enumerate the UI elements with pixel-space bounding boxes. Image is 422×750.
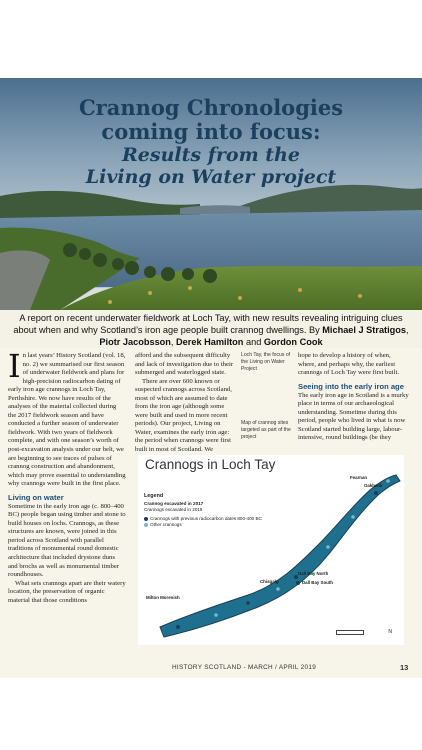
page-number: 13 [400,663,409,672]
crannog-marker [351,515,355,519]
article-headline [0,96,422,188]
article-body [0,348,422,660]
hero-photo [0,78,422,310]
author-4: Gordon Cook [263,337,323,347]
subheading-living-on-water: Living on water [8,492,64,502]
column-4 [298,352,410,443]
place-chisgalg: Chisgalg [260,579,279,584]
standfirst-text [0,310,422,348]
place-milton-morenish: Milton Morenish [146,595,180,600]
legend-excavated-2018: Crannogs excavated in 2018 [144,507,203,512]
crannog-marker [214,613,218,617]
crannog-marker [326,545,330,549]
caption-map: Map of crannog sites targeted as part of the project [241,420,291,440]
paragraph: hope to develop a history of when, where, and perhaps why, the earliest crannogs of Loch Tay were first built. [298,352,399,377]
legend-swatch-dated [144,517,148,521]
crannog-marker [296,581,300,585]
crannog-map [138,455,404,645]
standfirst-body: A report on recent underwater fieldwork at Loch Tay, with new results revealing intriguing clues about when and why Scotland’s iron age people built crannog dwellings. By [13,313,403,335]
footer-magazine-name: HISTORY SCOTLAND [172,664,242,671]
legend-swatch-other [144,523,148,527]
map-legend [144,493,264,528]
paragraph: The early iron age in Scotland is a murky place in terms of our archaeological understanding. Sometime during this period, people who lived in what is now Scotland started building large, labour-intensive, round buildings (be they [298,391,409,442]
footer-issue: - MARCH / APRIL 2019 [241,664,317,671]
crannog-marker [176,625,180,629]
author-separator: , [406,325,409,335]
author-3: Derek Hamilton [176,337,244,347]
column-1 [8,347,126,605]
standfirst [0,310,422,348]
magazine-page [0,78,422,678]
map-title: Crannogs in Loch Tay [145,457,276,472]
page-footer [0,660,422,678]
crannog-marker [374,491,378,495]
crannog-marker [386,479,390,483]
crannog-marker [246,601,250,605]
place-fearnan: Fearnan [350,475,368,480]
drop-cap: I [8,347,21,385]
paragraph-text: n last years’ History Scotland (vol. 18, no. 2) we summarised our first season of underwater fieldwork and plans for high-precision radiocarbon dating of early iron age crannogs in Loch Tay, Perthshire. We now have results of the analyses of the material collected during the 2017 fieldwork season and have conducted a further season of underwater fieldwork. With two years of fieldwork complete, and with one season’s worth of post-excavation analysis under our belt, we are beginning to see traces of pulses of crannog construction and abandonment, which may prove essential to understanding why crannogs were built in the first place. [8,352,126,488]
caption-loch-tay: Loch Tay, the focus of the Living on Water Project [241,352,291,372]
headline-line-1: Crannog Chronologies [78,95,344,120]
legend-label: Other crannogs [150,522,182,527]
north-arrow: N [388,629,392,635]
legend-label: Crannogs with previous radiocarbon dates 800-400 BC [150,516,262,521]
author-1: Michael J Stratigos [322,325,406,335]
headline-line-2: coming into focus: [101,119,321,144]
paragraph [8,347,126,489]
headline-line-4: Living on Water project [85,166,337,188]
crannog-marker [276,587,280,591]
subheading-seeing-into-the-early-iron-age: Seeing into the early iron age [298,381,404,391]
author-separator: and [243,337,264,347]
legend-item-other [144,522,264,528]
paragraph: afford and the subsequent difficulty and lack of investigation due to their submerged and waterlogged state. [135,352,234,377]
paragraph: There are over 600 known or suspected crannogs across Scotland, most of which are assumed to date from the iron age (although some were built and used in more recent periods). Our project, Living on Water, examines the early iron age: the period when crannogs were first built in most of Scotland. We [135,377,232,454]
place-dall-bay-north: Dall Bay North [298,571,329,576]
paragraph: What sets crannogs apart are their watery location, the preservation of organic material that those conditions [8,579,126,604]
legend-excavated-2017: Crannog excavated in 2017 [144,501,204,506]
paragraph: Sometime in the early iron age (c. 800–400 BC) people began using timber and stone to build houses on lochs. Crannogs, as these structures are known, were joined in this period across Scotland with parallel traditions of monumental round domestic architecture that included drystone duns and brochs as well as monumental timber roundhouses. [8,502,126,579]
column-2 [135,352,235,455]
place-dall-bay-south: Dall Bay South [302,580,333,585]
map-scale-bar [336,630,364,635]
author-separator: , [170,337,177,347]
place-oakbank: Oakbank [364,483,383,488]
footer-magazine [172,664,316,671]
headline-line-3: Results from the [122,144,300,166]
legend-title: Legend [144,493,164,499]
author-2: Piotr Jacobsson [99,337,171,347]
